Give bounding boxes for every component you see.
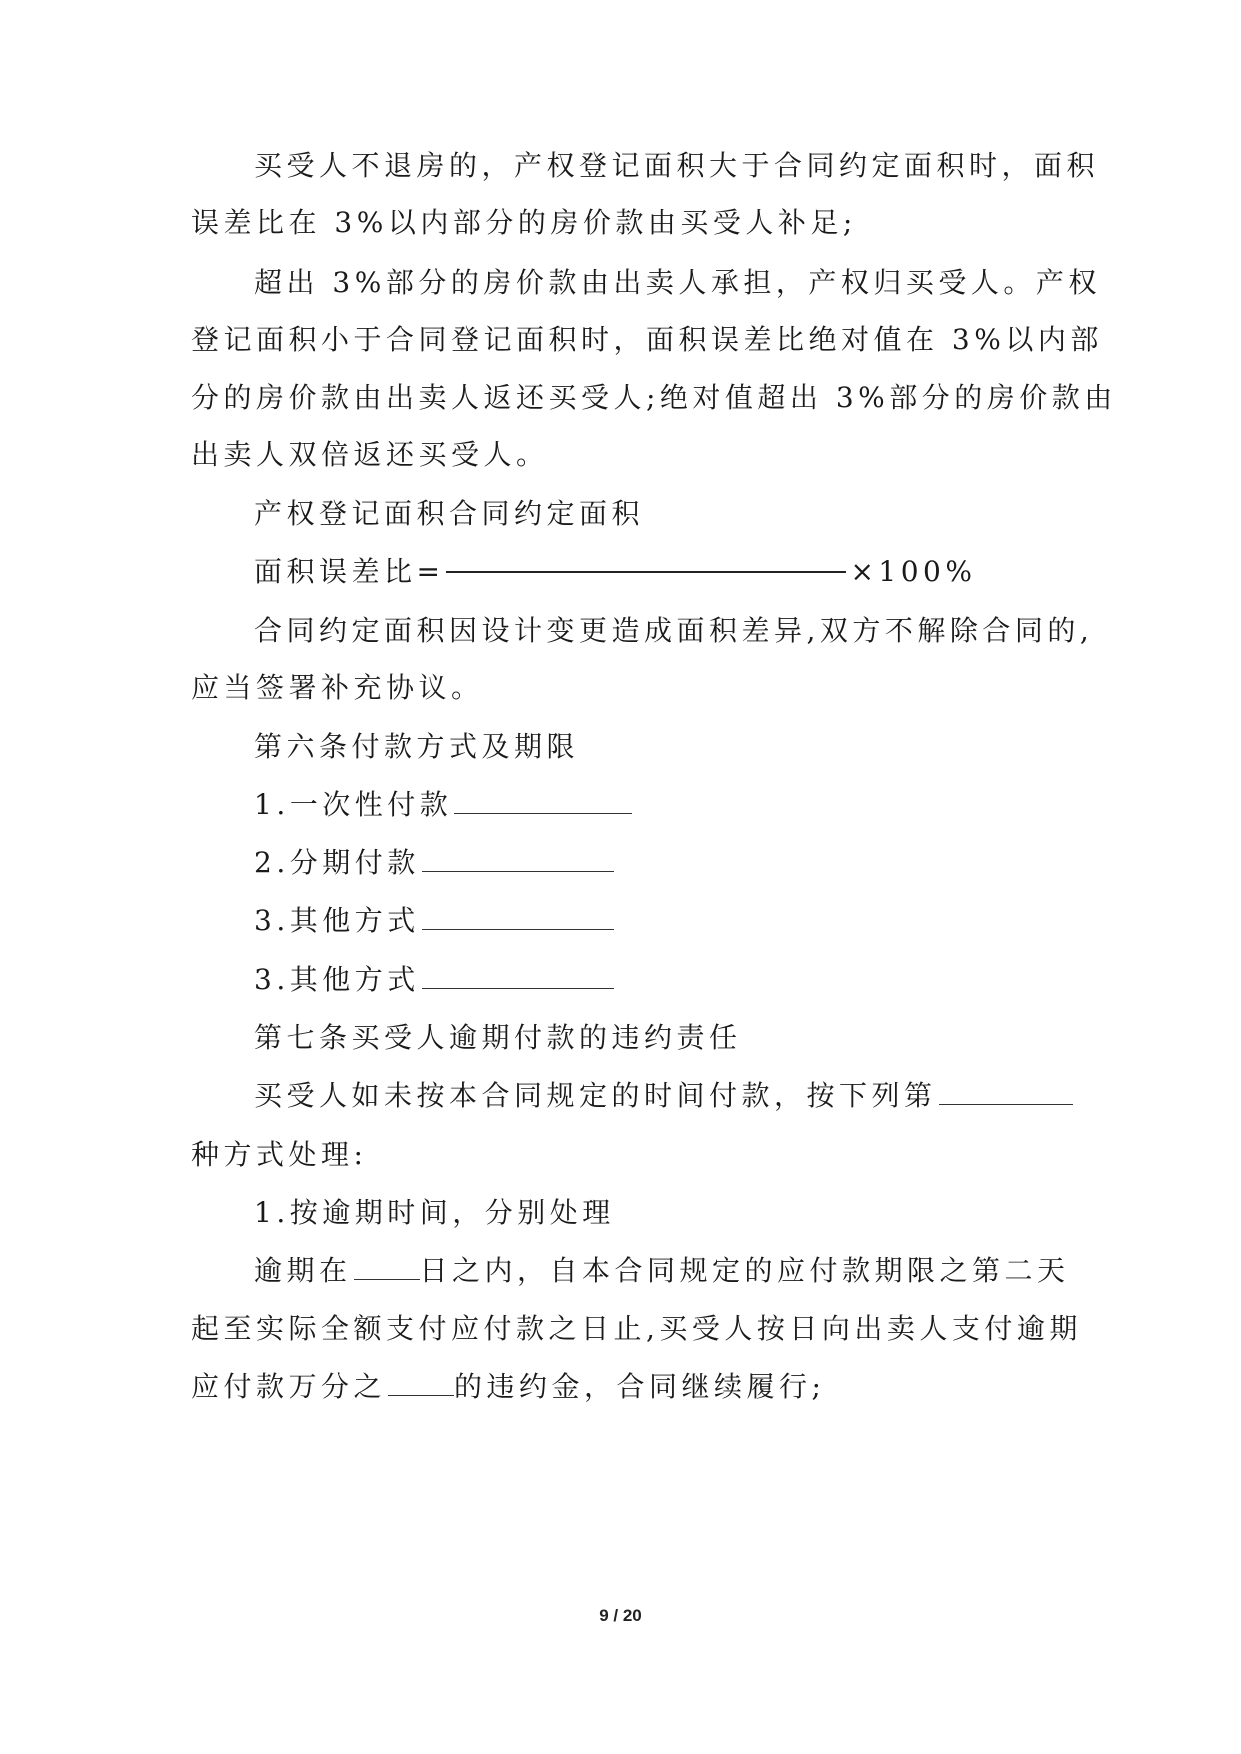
paragraph-line: 种方式处理: (191, 1138, 368, 1171)
paragraph-line: 产权登记面积合同约定面积 (254, 497, 645, 530)
formula-label: 面积误差比= (254, 555, 445, 588)
overdue-prefix: 逾期在 (254, 1254, 352, 1287)
paragraph-line (254, 1251, 1070, 1291)
formula-line (254, 552, 976, 592)
paragraph-line: 分的房价款由出卖人返还买受人;绝对值超出 3%部分的房价款由 (191, 381, 1117, 414)
paragraph-line: 起至实际全额支付应付款之日止,买受人按日向出卖人支付逾期 (191, 1312, 1082, 1345)
paragraph-line: 出卖人双倍返还买受人。 (191, 438, 549, 471)
page-number: 9 / 20 (599, 1606, 642, 1625)
payment-item-label: 1.一次性付款 (254, 788, 453, 821)
fill-in-blank (939, 1078, 1073, 1105)
formula-suffix: ×100% (850, 555, 977, 588)
overdue-suffix: 日之内，自本合同规定的应付款期限之第二天 (419, 1254, 1070, 1287)
fill-in-blank (454, 787, 632, 814)
paragraph-line: 超出 3%部分的房价款由出卖人承担，产权归买受人。产权 (254, 266, 1101, 299)
payment-item-label: 3.其他方式 (254, 904, 420, 937)
fill-in-blank (422, 903, 614, 930)
fill-in-blank (422, 845, 614, 872)
payment-item (254, 785, 632, 825)
payment-item (254, 901, 614, 941)
payment-item-label: 2.分期付款 (254, 846, 420, 879)
paragraph-line (191, 1367, 825, 1407)
payment-item (254, 960, 614, 1000)
fill-in-blank (388, 1369, 454, 1396)
fill-in-blank (354, 1253, 420, 1280)
section-heading: 第七条买受人逾期付款的违约责任 (254, 1021, 742, 1054)
paragraph-line: 误差比在 3%以内部分的房价款由买受人补足; (191, 206, 857, 239)
fraction-rule (446, 571, 846, 573)
fill-in-blank (422, 962, 614, 989)
section-heading: 第六条付款方式及期限 (254, 730, 580, 763)
paragraph-line: 应当签署补充协议。 (191, 671, 484, 704)
paragraph-line: 合同约定面积因设计变更造成面积差异,双方不解除合同的, (254, 614, 1094, 647)
payment-item-label: 3.其他方式 (254, 963, 420, 996)
penalty-prefix: 应付款万分之 (191, 1370, 387, 1403)
paragraph-line: 登记面积小于合同登记面积时，面积误差比绝对值在 3%以内部 (191, 323, 1103, 356)
paragraph-line: 买受人不退房的，产权登记面积大于合同约定面积时，面积 (254, 149, 1100, 182)
payment-item (254, 843, 614, 883)
paragraph-line (254, 1076, 1073, 1116)
penalty-suffix: 的违约金，合同继续履行; (454, 1370, 826, 1403)
late-payment-text: 买受人如未按本合同规定的时间付款，按下列第 (254, 1079, 937, 1112)
paragraph-line: 1.按逾期时间，分别处理 (254, 1196, 615, 1229)
